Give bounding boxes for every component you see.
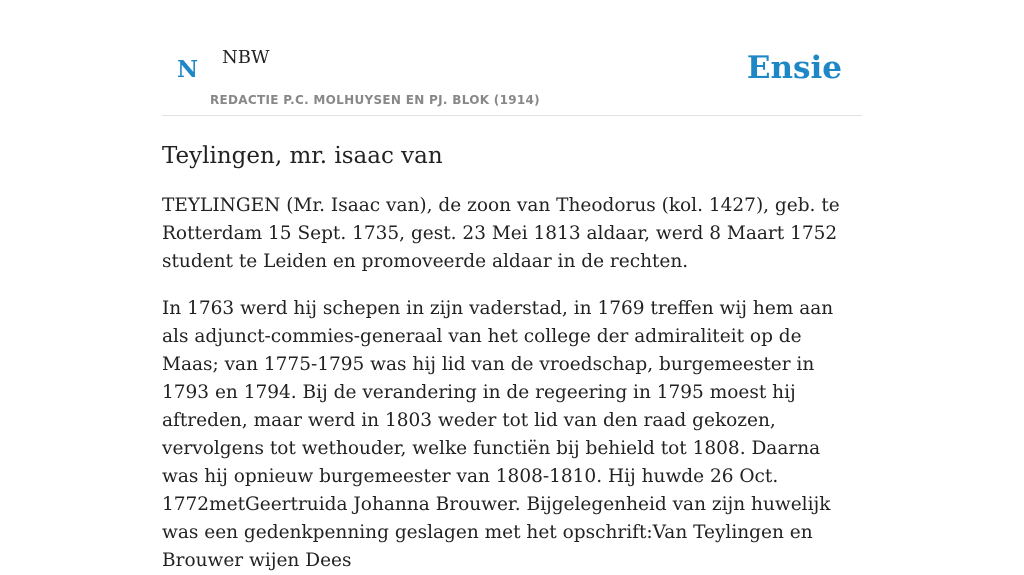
article-paragraph: In 1763 werd hij schepen in zijn vaderstad, in 1769 treffen wij hem aan als adjunct-commies-generaal van het college der admiraliteit op de Maas; van 1775-1795 was hij lid van de vroedschap, burgemeester in 1793 en 1794. Bij de verandering in de regeering in 1795 moest hij aftreden, maar werd in 1803 weder tot lid van den raad gekozen, vervolgens tot wethouder, welke functiën bij behield tot 1808. Daarna was hij opnieuw burgemeester van 1808-1810. Hij huwde 26 Oct. 1772metGeertruida Johanna Brouwer. Bijgelegenheid van zijn huwelijk was een gedenkpenning geslagen met het opschrift:Van Teylingen en Brouwer wijen Dees [162, 298, 834, 571]
source-logo-icon[interactable]: N [177, 56, 199, 83]
article-title: Teylingen, mr. isaac van [162, 143, 443, 169]
article-body [162, 192, 862, 575]
brand-logo-link[interactable]: Ensie [746, 50, 842, 86]
header [162, 0, 862, 116]
source-name[interactable]: NBW [222, 47, 270, 68]
source-editors: REDACTIE P.C. MOLHUYSEN EN PJ. BLOK (1914) [210, 93, 540, 107]
article-paragraph: TEYLINGEN (Mr. Isaac van), de zoon van Theodorus (kol. 1427), geb. te Rotterdam 15 Sept. 1735, gest. 23 Mei 1813 aldaar, werd 8 Maart 1752 student te Leiden en promoveerde aldaar in de rechten. [162, 195, 840, 272]
page [162, 0, 862, 571]
